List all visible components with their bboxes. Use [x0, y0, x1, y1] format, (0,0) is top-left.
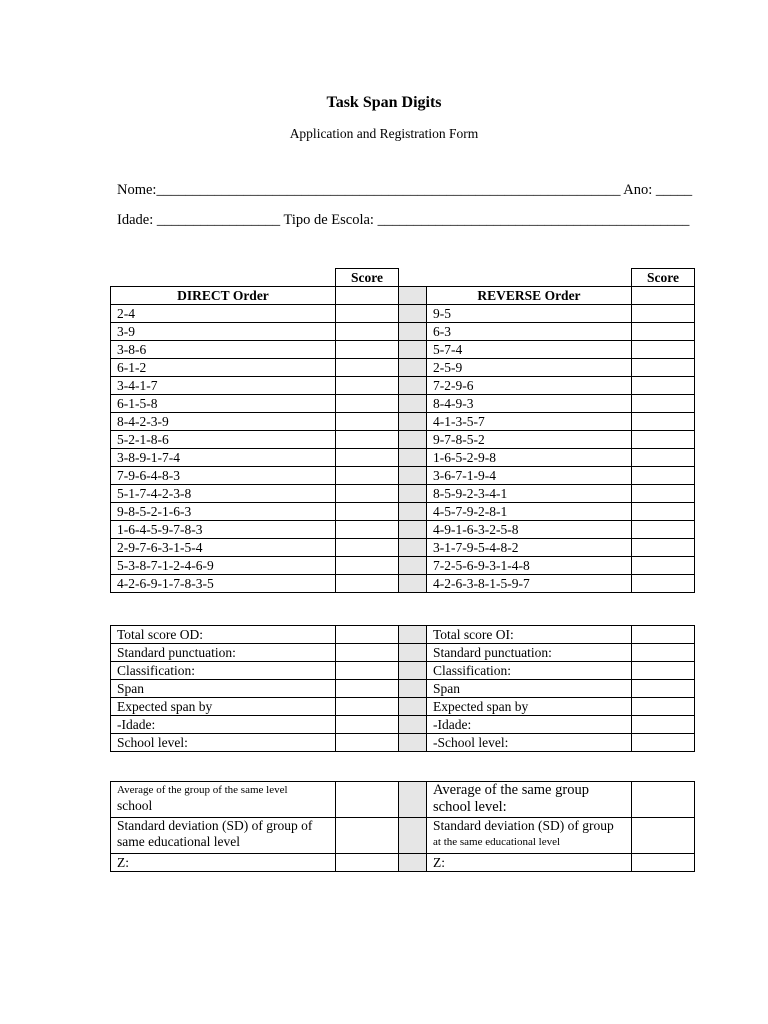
separator-cell — [399, 323, 427, 341]
reverse-sequence: 3-1-7-9-5-4-8-2 — [427, 539, 632, 557]
separator-cell — [399, 539, 427, 557]
separator-cell — [399, 485, 427, 503]
direct-sequence: 1-6-4-5-9-7-8-3 — [111, 521, 336, 539]
od-summary-label: Total score OD: — [111, 626, 336, 644]
direct-sequence: 3-4-1-7 — [111, 377, 336, 395]
direct-sequence: 5-2-1-8-6 — [111, 431, 336, 449]
separator-cell — [399, 716, 427, 734]
separator-cell — [399, 395, 427, 413]
direct-sequence: 4-2-6-9-1-7-8-3-5 — [111, 575, 336, 593]
table-row — [111, 467, 695, 485]
reverse-sequence: 2-5-9 — [427, 359, 632, 377]
table-row — [111, 431, 695, 449]
left-score-cell[interactable] — [336, 662, 399, 680]
left-score-cell[interactable] — [336, 377, 399, 395]
right-score-cell[interactable] — [632, 431, 695, 449]
reverse-sequence: 6-3 — [427, 323, 632, 341]
reverse-sequence: 4-9-1-6-3-2-5-8 — [427, 521, 632, 539]
reverse-sequence: 3-6-7-1-9-4 — [427, 467, 632, 485]
oi-summary-label: Span — [427, 680, 632, 698]
right-score-cell[interactable] — [632, 359, 695, 377]
separator-cell — [399, 521, 427, 539]
oi-summary-label: Classification: — [427, 662, 632, 680]
name-year-field-line: Nome:________________________________________________________________ Ano: _____ — [117, 182, 693, 198]
reverse-order-header: REVERSE Order — [427, 287, 632, 305]
right-score-cell[interactable] — [632, 521, 695, 539]
direct-sequence: 2-4 — [111, 305, 336, 323]
table-row — [111, 503, 695, 521]
left-score-cell[interactable] — [336, 557, 399, 575]
direct-sequence: 2-9-7-6-3-1-5-4 — [111, 539, 336, 557]
table-row — [111, 575, 695, 593]
direct-sequence: 6-1-2 — [111, 359, 336, 377]
right-score-cell[interactable] — [632, 485, 695, 503]
reverse-sequence: 1-6-5-2-9-8 — [427, 449, 632, 467]
direct-sequence: 3-8-6 — [111, 341, 336, 359]
od-summary-label: Span — [111, 680, 336, 698]
left-score-cell[interactable] — [336, 716, 399, 734]
oi-summary-label: -School level: — [427, 734, 632, 752]
reverse-sequence: 5-7-4 — [427, 341, 632, 359]
right-score-cell[interactable] — [632, 662, 695, 680]
table-row — [111, 557, 695, 575]
table-row — [111, 734, 695, 752]
form-subtitle: Application and Registration Form — [289, 126, 479, 141]
left-score-cell[interactable] — [336, 734, 399, 752]
separator-cell — [399, 359, 427, 377]
group-average-value[interactable] — [336, 782, 399, 818]
left-score-cell[interactable] — [336, 323, 399, 341]
direct-sequence: 3-8-9-1-7-4 — [111, 449, 336, 467]
separator-cell — [399, 782, 427, 818]
separator-cell — [399, 449, 427, 467]
sd-same-level-label-a: Standard deviation (SD) of group — [433, 818, 614, 833]
right-score-cell[interactable] — [632, 539, 695, 557]
reverse-sequence: 4-2-6-3-8-1-5-9-7 — [427, 575, 632, 593]
right-score-cell[interactable] — [632, 626, 695, 644]
table-row — [111, 818, 695, 854]
separator-cell — [399, 287, 427, 305]
reverse-sequence: 9-7-8-5-2 — [427, 431, 632, 449]
direct-sequence: 6-1-5-8 — [111, 395, 336, 413]
left-score-cell[interactable] — [336, 305, 399, 323]
left-score-cell[interactable] — [336, 644, 399, 662]
oi-summary-label: -Idade: — [427, 716, 632, 734]
right-score-cell[interactable] — [632, 644, 695, 662]
right-score-cell[interactable] — [632, 698, 695, 716]
table-row — [111, 716, 695, 734]
od-summary-label: School level: — [111, 734, 336, 752]
separator-cell — [399, 818, 427, 854]
right-score-cell[interactable] — [632, 395, 695, 413]
form-title: Task Span Digits — [326, 94, 442, 111]
reverse-sequence: 7-2-9-6 — [427, 377, 632, 395]
right-score-cell[interactable] — [632, 413, 695, 431]
sd-group-value[interactable] — [336, 818, 399, 854]
left-score-cell[interactable] — [336, 698, 399, 716]
separator-cell — [399, 854, 427, 872]
table-row — [111, 359, 695, 377]
left-score-cell[interactable] — [336, 449, 399, 467]
right-score-cell[interactable] — [632, 680, 695, 698]
direct-order-header: DIRECT Order — [111, 287, 336, 305]
oi-summary-label: Standard punctuation: — [427, 644, 632, 662]
reverse-sequence: 8-5-9-2-3-4-1 — [427, 485, 632, 503]
left-score-cell[interactable] — [336, 539, 399, 557]
separator-cell — [399, 626, 427, 644]
right-score-cell[interactable] — [632, 503, 695, 521]
table-row — [111, 626, 695, 644]
right-score-cell[interactable] — [632, 575, 695, 593]
right-score-cell[interactable] — [632, 467, 695, 485]
same-group-average-label: Average of the same group school level: — [427, 782, 632, 818]
table-row — [111, 680, 695, 698]
separator-cell — [399, 662, 427, 680]
digit-span-table — [110, 268, 695, 593]
group-average-label-b: school — [117, 798, 153, 813]
table-row — [111, 377, 695, 395]
reverse-sequence: 8-4-9-3 — [427, 395, 632, 413]
separator-cell — [399, 680, 427, 698]
od-summary-label: Classification: — [111, 662, 336, 680]
sd-group-label: Standard deviation (SD) of group of same educational level — [111, 818, 336, 854]
separator-cell — [399, 698, 427, 716]
table-row — [111, 305, 695, 323]
left-score-cell[interactable] — [336, 680, 399, 698]
left-score-cell[interactable] — [336, 503, 399, 521]
table-row — [111, 854, 695, 872]
oi-summary-label: Total score OI: — [427, 626, 632, 644]
od-summary-label: Standard punctuation: — [111, 644, 336, 662]
order-header-row — [111, 287, 695, 305]
left-score-cell[interactable] — [336, 485, 399, 503]
separator-cell — [399, 644, 427, 662]
direct-sequence: 5-1-7-4-2-3-8 — [111, 485, 336, 503]
separator-cell — [399, 557, 427, 575]
reverse-sequence: 4-1-3-5-7 — [427, 413, 632, 431]
left-score-cell[interactable] — [336, 431, 399, 449]
score-summary-table — [110, 625, 695, 752]
left-score-cell[interactable] — [336, 359, 399, 377]
right-score-cell[interactable] — [632, 377, 695, 395]
separator-cell — [399, 575, 427, 593]
table-row — [111, 449, 695, 467]
oi-summary-label: Expected span by — [427, 698, 632, 716]
od-summary-label: Expected span by — [111, 698, 336, 716]
direct-score-cell[interactable] — [336, 287, 399, 305]
table-row — [111, 539, 695, 557]
separator-cell — [399, 341, 427, 359]
table-row — [111, 395, 695, 413]
group-average-label-a: Average of the group of the same level — [117, 784, 288, 796]
table-row — [111, 698, 695, 716]
right-score-cell[interactable] — [632, 305, 695, 323]
table-row — [111, 782, 695, 818]
direct-sequence: 9-8-5-2-1-6-3 — [111, 503, 336, 521]
direct-sequence: 7-9-6-4-8-3 — [111, 467, 336, 485]
left-score-cell[interactable] — [336, 521, 399, 539]
separator-cell — [399, 467, 427, 485]
left-score-cell[interactable] — [336, 341, 399, 359]
z-left-label: Z: — [111, 854, 336, 872]
reverse-sequence: 7-2-5-6-9-3-1-4-8 — [427, 557, 632, 575]
reverse-sequence: 9-5 — [427, 305, 632, 323]
separator-cell — [399, 734, 427, 752]
table-row — [111, 413, 695, 431]
group-statistics-table — [110, 781, 695, 872]
left-score-cell[interactable] — [336, 413, 399, 431]
z-right-value[interactable] — [632, 854, 695, 872]
reverse-score-header: Score — [632, 269, 695, 287]
table-row — [111, 521, 695, 539]
age-school-type-field-line: Idade: _________________ Tipo de Escola: ___________________________________________ — [117, 212, 690, 228]
table-row — [111, 341, 695, 359]
left-score-cell[interactable] — [336, 467, 399, 485]
table-row — [111, 662, 695, 680]
same-group-average-value[interactable] — [632, 782, 695, 818]
right-score-cell[interactable] — [632, 341, 695, 359]
right-score-cell[interactable] — [632, 323, 695, 341]
reverse-score-cell[interactable] — [632, 287, 695, 305]
left-score-cell[interactable] — [336, 626, 399, 644]
table-row — [111, 485, 695, 503]
right-score-cell[interactable] — [632, 449, 695, 467]
separator-cell — [399, 413, 427, 431]
reverse-sequence: 4-5-7-9-2-8-1 — [427, 503, 632, 521]
separator-cell — [399, 431, 427, 449]
sd-same-level-value[interactable] — [632, 818, 695, 854]
right-score-cell[interactable] — [632, 557, 695, 575]
sd-same-level-label-b: at the same educational level — [433, 836, 561, 848]
od-summary-label: -Idade: — [111, 716, 336, 734]
z-right-label: Z: — [427, 854, 632, 872]
separator-cell — [399, 305, 427, 323]
table-row — [111, 644, 695, 662]
left-score-cell[interactable] — [336, 395, 399, 413]
direct-sequence: 3-9 — [111, 323, 336, 341]
score-header-row — [111, 269, 695, 287]
separator-cell — [399, 377, 427, 395]
right-score-cell[interactable] — [632, 734, 695, 752]
direct-score-header: Score — [336, 269, 399, 287]
left-score-cell[interactable] — [336, 575, 399, 593]
separator-cell — [399, 503, 427, 521]
right-score-cell[interactable] — [632, 716, 695, 734]
z-left-value[interactable] — [336, 854, 399, 872]
direct-sequence: 5-3-8-7-1-2-4-6-9 — [111, 557, 336, 575]
table-row — [111, 323, 695, 341]
direct-sequence: 8-4-2-3-9 — [111, 413, 336, 431]
